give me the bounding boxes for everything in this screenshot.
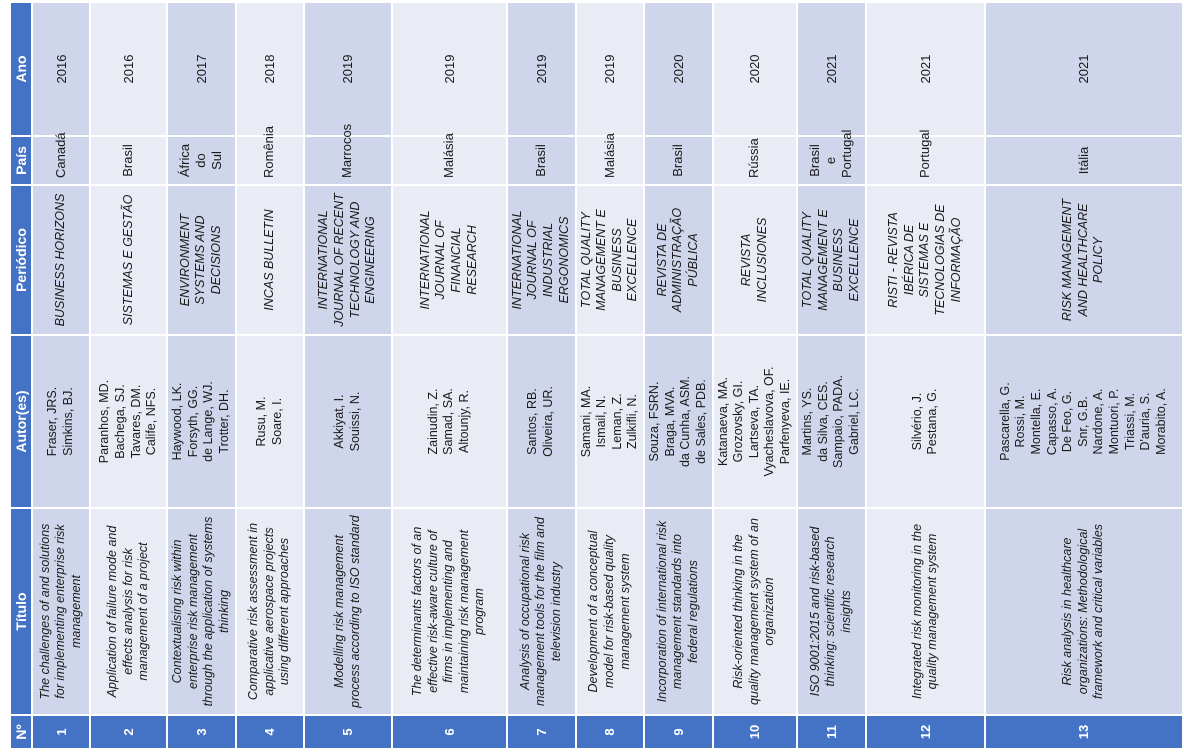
row-pais: Brasil e Portugal — [797, 136, 866, 185]
row-num: 11 — [797, 715, 866, 749]
header-periodico: Periódico — [10, 185, 32, 335]
table-row — [167, 2, 236, 749]
row-periodico: INTERNATIONAL JOURNAL OF RECENT TECHNOLOGY AND ENGINEERING — [304, 185, 392, 335]
row-titulo: The challenges of and solutions for implementing enterprise risk management — [32, 508, 90, 715]
row-ano: 2021 — [866, 2, 985, 136]
row-autor: Rusu, M. Soare, I. — [236, 335, 304, 508]
row-pais: África do Sul — [167, 136, 236, 185]
row-pais: Malásia — [576, 136, 645, 185]
row-titulo: Comparative risk assessment in applicative aerospace projects using different approaches — [236, 508, 304, 715]
row-titulo: The determinants factors of an effective risk-aware culture of firms in implementing and maintaining risk management program — [392, 508, 507, 715]
row-titulo: Risk analysis in healthcare organizations: Methodological framework and critical variables — [985, 508, 1183, 715]
table-row — [713, 2, 797, 749]
row-pais: Portugal — [866, 136, 985, 185]
row-ano: 2021 — [985, 2, 1183, 136]
row-num: 5 — [304, 715, 392, 749]
row-pais: Canadá — [32, 136, 90, 185]
row-pais: Romênia — [236, 136, 304, 185]
row-periodico: REVISTA DE ADMINISTRAÇÃO PÚBLICA — [644, 185, 713, 335]
header-pais: País — [10, 136, 32, 185]
header-ano: Ano — [10, 2, 32, 136]
row-autor: Katanaeva, MA. Grozovsky, GI. Lartseva, TA. Vyacheslavova, OF. Parfenyeva, IE. — [713, 335, 797, 508]
row-autor: Fraser, JRS. Simkins, BJ. — [32, 335, 90, 508]
header-row — [10, 2, 32, 749]
row-pais: Itália — [985, 136, 1183, 185]
row-pais: Brasil — [90, 136, 167, 185]
row-titulo: Integrated risk monitoring in the quality management system — [866, 508, 985, 715]
row-periodico: INTERNATIONAL JOURNAL OF INDUSTRIAL ERGONOMICS — [507, 185, 576, 335]
table-body — [32, 2, 1183, 749]
row-periodico: TOTAL QUALITY MANAGEMENT E BUSINESS EXCELLENCE — [576, 185, 645, 335]
table-row — [90, 2, 167, 749]
row-periodico: TOTAL QUALITY MANAGEMENT E BUSINESS EXCELLENCE — [797, 185, 866, 335]
header-titulo: Título — [10, 508, 32, 715]
row-pais: Malásia — [392, 136, 507, 185]
table-row — [985, 2, 1183, 749]
row-ano: 2020 — [713, 2, 797, 136]
row-num: 3 — [167, 715, 236, 749]
row-periodico: BUSINESS HORIZONS — [32, 185, 90, 335]
row-num: 7 — [507, 715, 576, 749]
table-row — [797, 2, 866, 749]
row-periodico: REVISTA INCLUSIONES — [713, 185, 797, 335]
table-row — [236, 2, 304, 749]
row-periodico: RISTI - REVISTA IBÉRICA DE SISTEMAS E TECNOLOGIAS DE INFORMAÇÃO — [866, 185, 985, 335]
row-pais: Marrocos — [304, 136, 392, 185]
row-ano: 2019 — [576, 2, 645, 136]
row-num: 8 — [576, 715, 645, 749]
row-num: 10 — [713, 715, 797, 749]
header-num: Nº — [10, 715, 32, 749]
row-autor: Santos, RB. Oliveira, UR. — [507, 335, 576, 508]
row-autor: Zainudin, Z. Samad, SA. Altounjy, R. — [392, 335, 507, 508]
table-row — [392, 2, 507, 749]
row-num: 12 — [866, 715, 985, 749]
row-num: 2 — [90, 715, 167, 749]
articles-table — [9, 1, 1184, 750]
row-num: 9 — [644, 715, 713, 749]
row-pais: Brasil — [644, 136, 713, 185]
row-num: 6 — [392, 715, 507, 749]
row-ano: 2020 — [644, 2, 713, 136]
row-ano: 2017 — [167, 2, 236, 136]
table-row — [866, 2, 985, 749]
row-ano: 2018 — [236, 2, 304, 136]
row-autor: Martins, YS. da Silva, CES. Sampaio, PADA. Gabriel, LC. — [797, 335, 866, 508]
row-titulo: Risk-oriented thinking in the quality management system of an organization — [713, 508, 797, 715]
row-ano: 2019 — [507, 2, 576, 136]
row-autor: Paranhos, MD. Bachega, SJ. Tavares, DM. Calife, NFS. — [90, 335, 167, 508]
row-num: 4 — [236, 715, 304, 749]
row-autor: Souza, FSRN. Braga, MVA. da Cunha, ASM. de Sales, PDB. — [644, 335, 713, 508]
row-titulo: Development of a conceptual model for risk-based quality management system — [576, 508, 645, 715]
row-autor: Samani, MA. Ismail, N. Leman, Z. Zulkifli, N. — [576, 335, 645, 508]
header-autor: Autor(es) — [10, 335, 32, 508]
row-ano: 2019 — [304, 2, 392, 136]
row-titulo: Analysis of occupational risk management tools for the film and television industry — [507, 508, 576, 715]
row-periodico: RISK MANAGEMENT AND HEALTHCARE POLICY — [985, 185, 1183, 335]
row-ano: 2021 — [797, 2, 866, 136]
row-periodico: SISTEMAS E GESTÃO — [90, 185, 167, 335]
row-autor: Haywood, LK. Forsyth, GG. de Lange, WJ. Trotter, DH. — [167, 335, 236, 508]
row-pais: Brasil — [507, 136, 576, 185]
table-row — [32, 2, 90, 749]
row-autor: Akkiyat, I. Souissi, N. — [304, 335, 392, 508]
row-ano: 2019 — [392, 2, 507, 136]
row-periodico: ENVIRONMENT SYSTEMS AND DECISIONS — [167, 185, 236, 335]
row-autor: Silvério, J. Pestana, G. — [866, 335, 985, 508]
table-row — [576, 2, 645, 749]
table-row — [304, 2, 392, 749]
row-ano: 2016 — [32, 2, 90, 136]
row-periodico: INTERNATIONAL JOURNAL OF FINANCIAL RESEARCH — [392, 185, 507, 335]
row-num: 1 — [32, 715, 90, 749]
row-titulo: ISO 9001:2015 and risk-based thinking: scientific research insights — [797, 508, 866, 715]
row-periodico: INCAS BULLETIN — [236, 185, 304, 335]
row-titulo: Contextualising risk within enterprise risk management through the application of systems thinking — [167, 508, 236, 715]
table-row — [644, 2, 713, 749]
table-row — [507, 2, 576, 749]
row-titulo: Incorporation of international risk management standards into federal regulations — [644, 508, 713, 715]
row-ano: 2016 — [90, 2, 167, 136]
row-titulo: Application of failure mode and effects analysis for risk management of a project — [90, 508, 167, 715]
row-num: 13 — [985, 715, 1183, 749]
row-pais: Rússia — [713, 136, 797, 185]
row-titulo: Modelling risk management process according to ISO standard — [304, 508, 392, 715]
row-autor: Pascarella, G. Rossi, M. Montella, E. Capasso, A. De Feo, G. Snr, G.B. Nardone, A. Montuori, P. Triassi, M. D'auria, S. Morabito, A. — [985, 335, 1183, 508]
